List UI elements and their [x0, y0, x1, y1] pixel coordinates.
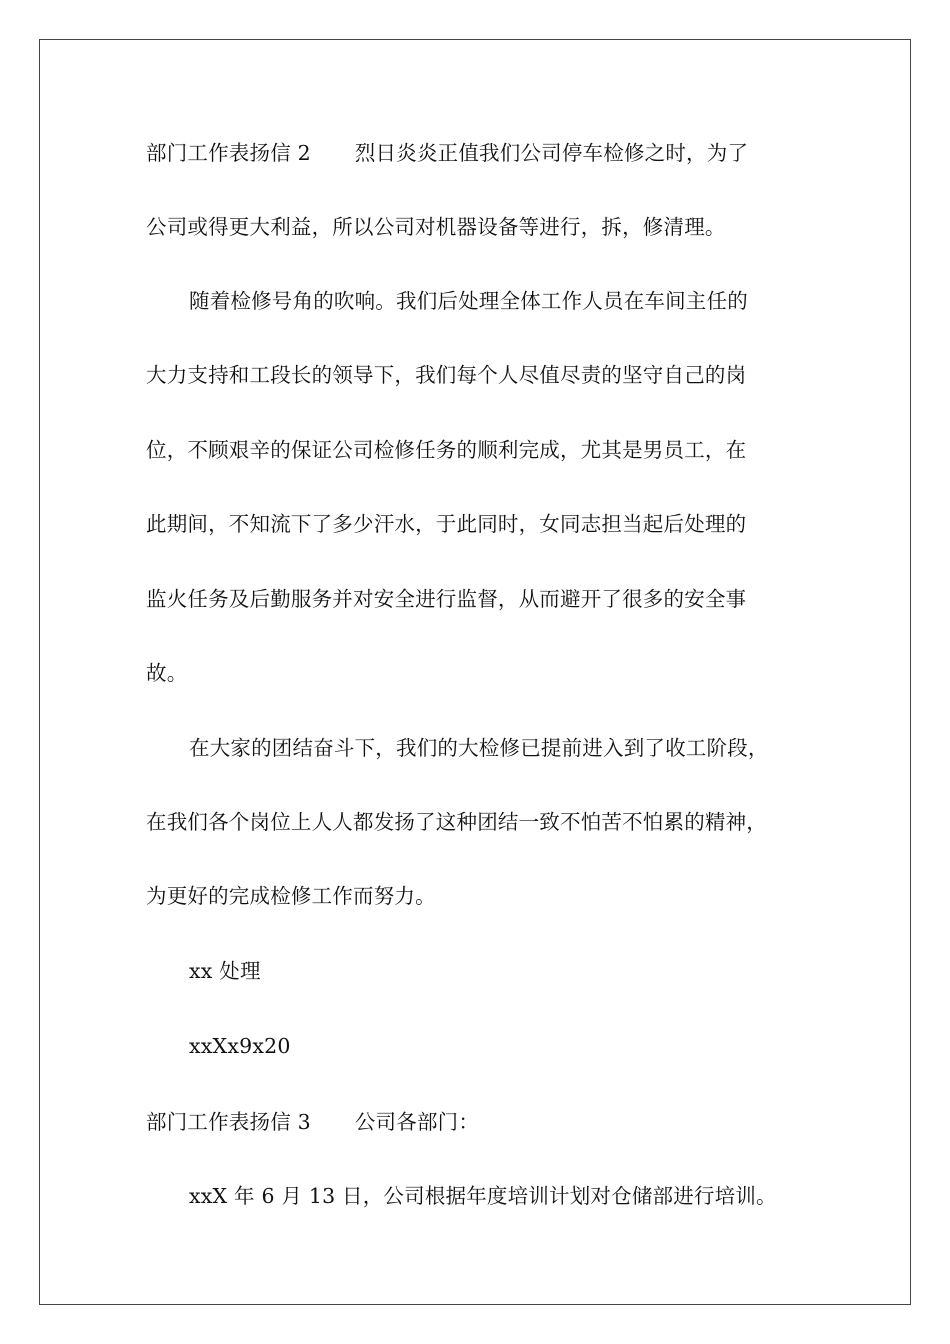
letter3-first-line	[146, 1110, 479, 1134]
letter2-signature: xx 处理	[189, 959, 261, 983]
letter3-heading: 部门工作表扬信 3	[146, 1110, 311, 1134]
letter2-line-3: 随着检修号角的吹响。我们后处理全体工作人员在车间主任的	[189, 289, 748, 313]
letter2-line-7: 监火任务及后勤服务并对安全进行监督，从而避开了很多的安全事	[146, 587, 747, 611]
letter2-line-8: 故。	[146, 661, 188, 685]
letter2-date: xxXx9x20	[189, 1034, 291, 1058]
letter2-line-2: 公司或得更大利益，所以公司对机器设备等进行，拆，修清理。	[146, 215, 726, 239]
letter2-line-5: 位，不顾艰辛的保证公司检修任务的顺利完成，尤其是男员工，在	[146, 438, 747, 462]
letter2-line-9: 在大家的团结奋斗下，我们的大检修已提前进入到了收工阶段，	[189, 736, 769, 760]
letter2-line-11: 为更好的完成检修工作而努力。	[146, 884, 436, 908]
letter2-line-10: 在我们各个岗位上人人都发扬了这种团结一致不怕苦不怕累的精神，	[146, 810, 767, 834]
letter2-first-line	[146, 141, 748, 165]
letter2-line-1: 烈日炎炎正值我们公司停车检修之时，为了	[354, 141, 749, 165]
letter3-line-1: xxX 年 6 月 13 日，公司根据年度培训计划对仓储部进行培训。	[189, 1184, 777, 1208]
letter2-line-6: 此期间，不知流下了多少汗水，于此同时，女同志担当起后处理的	[146, 512, 747, 536]
letter2-heading: 部门工作表扬信 2	[146, 141, 311, 165]
letter3-salutation: 公司各部门：	[354, 1110, 480, 1134]
letter2-line-4: 大力支持和工段长的领导下，我们每个人尽值尽责的坚守自己的岗	[146, 363, 747, 387]
